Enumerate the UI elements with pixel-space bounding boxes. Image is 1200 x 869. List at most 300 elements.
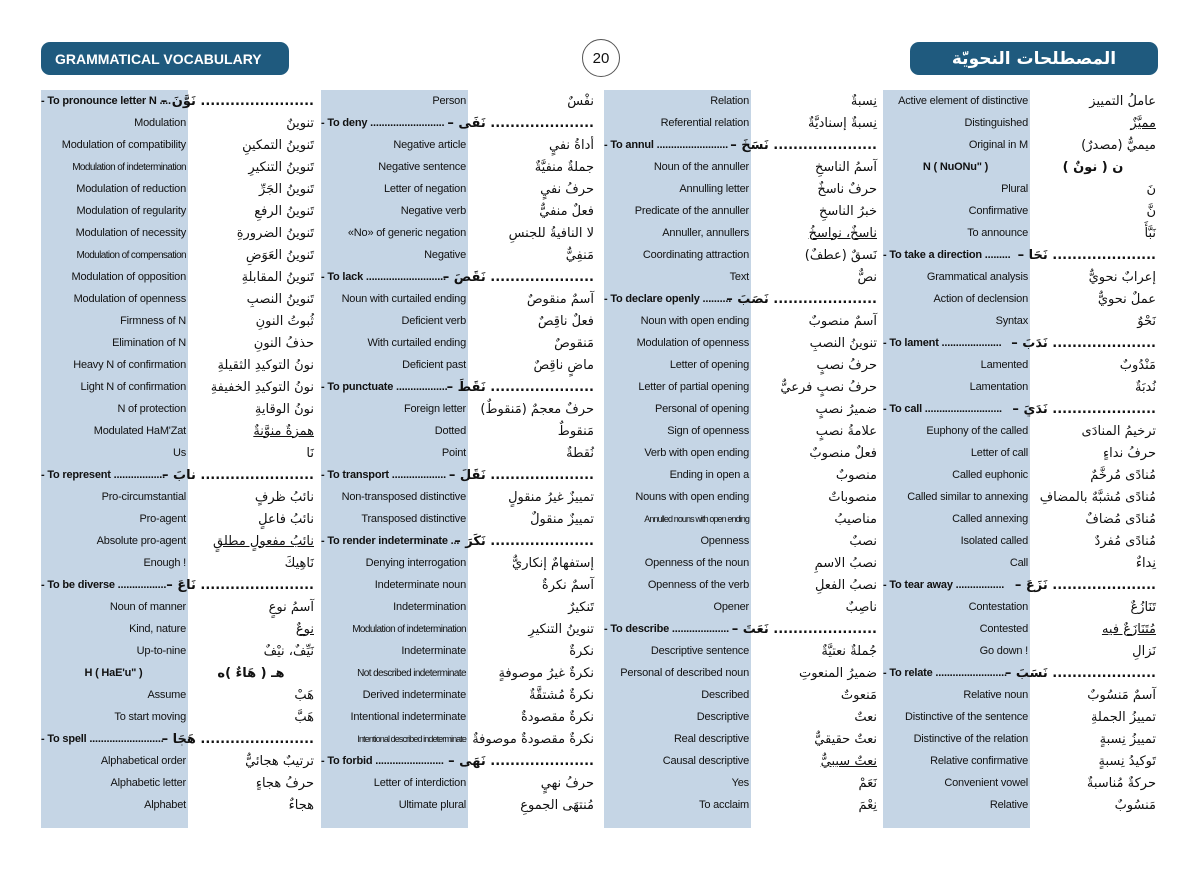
english-term: Letter of interdiction xyxy=(373,777,466,789)
english-term: Indetermination xyxy=(393,601,466,613)
english-term: Modulated HaM'Zat xyxy=(93,425,186,437)
english-term: Referential relation xyxy=(660,117,749,129)
arabic-term: تَنوينُ النصبِ xyxy=(246,291,314,307)
glossary-row xyxy=(883,508,1160,530)
english-term: Modulation of compatibility xyxy=(61,139,186,151)
arabic-term: تَنوينُ الرفعِ xyxy=(254,203,314,219)
english-term: Active element of distinctive xyxy=(898,95,1028,107)
glossary-row xyxy=(883,288,1160,310)
english-term: Light N of confirmation xyxy=(80,381,186,393)
glossary-row xyxy=(883,354,1160,376)
glossary-row xyxy=(604,508,881,530)
english-term: - To declare openly .......... xyxy=(604,293,732,305)
arabic-term: تَنكيرٌ xyxy=(568,599,594,615)
english-term: Action of declension xyxy=(933,293,1028,305)
glossary-heading-row xyxy=(41,662,318,684)
arabic-term: ..................... نَعَتَ – xyxy=(731,621,877,637)
glossary-heading-row xyxy=(604,618,881,640)
glossary-row xyxy=(604,222,881,244)
arabic-term: تمييزٌ منقولٌ xyxy=(530,511,594,527)
arabic-term: نعتٌ xyxy=(854,709,877,725)
english-term: Elimination of N xyxy=(112,337,186,349)
arabic-term: نائبُ فاعلٍ xyxy=(258,511,314,527)
glossary-row xyxy=(604,178,881,200)
glossary-heading-row xyxy=(883,398,1160,420)
english-term: Convenient vowel xyxy=(944,777,1028,789)
english-term: Called euphonic xyxy=(952,469,1028,481)
glossary-row xyxy=(41,508,318,530)
arabic-term: حرفٌ ناسخٌ xyxy=(817,181,877,197)
arabic-term: ..................... نَدَيَ – xyxy=(1012,401,1156,417)
arabic-term: ....................... نَوَّنَ – xyxy=(160,93,314,109)
english-term: Causal descriptive xyxy=(662,755,749,767)
english-term: - To lament ..................... xyxy=(883,337,1002,349)
arabic-term: مميَّزٌ xyxy=(1130,115,1156,131)
arabic-term: إستفهامٌ إنكاريٌّ xyxy=(512,555,594,571)
glossary-row xyxy=(604,266,881,288)
arabic-term: مَنعوتٌ xyxy=(840,687,877,703)
arabic-term: تمييزُ نِسبةٍ xyxy=(1099,731,1156,747)
english-term: Modulation of necessity xyxy=(75,227,186,239)
english-term: Annuller, annullers xyxy=(662,227,749,239)
glossary-row xyxy=(41,310,318,332)
glossary-heading-row xyxy=(41,464,318,486)
arabic-term: ترتيبٌ هجائيٌّ xyxy=(245,753,314,769)
english-term: Deficient past xyxy=(402,359,466,371)
arabic-term: ..................... نَصَبَ – xyxy=(726,291,877,307)
english-term: Up-to-nine xyxy=(136,645,186,657)
glossary-row xyxy=(41,134,318,156)
glossary-row xyxy=(321,222,598,244)
arabic-term: نوعٌ xyxy=(295,621,314,637)
glossary-row xyxy=(604,200,881,222)
glossary-row xyxy=(883,266,1160,288)
arabic-term: تنوينُ النصبِ xyxy=(809,335,877,351)
glossary-heading-row xyxy=(321,112,598,134)
english-term: - To pronounce letter N .... xyxy=(41,95,171,107)
glossary-row xyxy=(321,442,598,464)
glossary-row xyxy=(41,288,318,310)
glossary-row xyxy=(883,420,1160,442)
arabic-term: نكرةٌ مقصودةٌ موصوفةٌ xyxy=(472,731,594,747)
glossary-row xyxy=(604,376,881,398)
arabic-term: نُدبَةٌ xyxy=(1134,379,1156,395)
english-term: N ( NuONu" ) xyxy=(922,161,989,173)
arabic-term: ماضٍ ناقِصٌ xyxy=(533,357,594,373)
arabic-term: نَسقٌ (عطفٌ) xyxy=(804,247,877,263)
arabic-term: ....................... نابَ – xyxy=(162,467,314,483)
glossary-row xyxy=(604,420,881,442)
english-term: Negative sentence xyxy=(378,161,466,173)
glossary-row xyxy=(604,398,881,420)
glossary-row xyxy=(604,772,881,794)
english-term: Relative confirmative xyxy=(930,755,1028,767)
english-term: H ( HaE'u" ) xyxy=(84,667,143,679)
english-term: Modulation of compensation xyxy=(76,249,186,261)
arabic-term: مُنادًى مُشبَّهٌ بالمضافِ xyxy=(1039,489,1156,505)
glossary-row xyxy=(604,90,881,112)
glossary-row xyxy=(883,442,1160,464)
arabic-term: هـ ( هَاءٌ )ه xyxy=(217,665,285,681)
arabic-term: ثُبوتُ النونِ xyxy=(255,313,314,329)
arabic-term: تَنوينُ الجَرِّ xyxy=(258,181,314,197)
glossary-row xyxy=(883,728,1160,750)
glossary-row xyxy=(321,90,598,112)
english-term: Heavy N of confirmation xyxy=(73,359,186,371)
arabic-term: حرفُ نداءٍ xyxy=(1103,445,1156,461)
glossary-row xyxy=(883,112,1160,134)
glossary-row xyxy=(321,310,598,332)
english-term: Yes xyxy=(731,777,749,789)
glossary-heading-row xyxy=(604,134,881,156)
arabic-term: مَنسُوبٌ xyxy=(1114,797,1156,813)
arabic-term: تَنوينُ التمكينِ xyxy=(242,137,314,153)
glossary-row xyxy=(883,90,1160,112)
glossary-column-4 xyxy=(41,90,318,828)
english-term: Indeterminate xyxy=(401,645,466,657)
glossary-row xyxy=(604,706,881,728)
arabic-term: نفْسٌ xyxy=(567,93,594,109)
glossary-row xyxy=(604,552,881,574)
glossary-row xyxy=(41,596,318,618)
english-term: Relation xyxy=(710,95,749,107)
glossary-row xyxy=(321,772,598,794)
glossary-heading-row xyxy=(604,288,881,310)
arabic-term: نَّ xyxy=(1146,203,1156,219)
english-term: To start moving xyxy=(114,711,186,723)
english-term: Text xyxy=(729,271,749,283)
english-term: Annulled nouns with open ending xyxy=(644,514,749,524)
section-title-english xyxy=(41,42,289,75)
arabic-term: مَنقوصٌ xyxy=(554,335,594,351)
arabic-term: نونُ التوكيدِ الخفيفةِ xyxy=(210,379,314,395)
english-term: Modulation of openness xyxy=(73,293,186,305)
english-term: Descriptive xyxy=(696,711,749,723)
english-term: Letter of opening xyxy=(669,359,749,371)
glossary-row xyxy=(321,662,598,684)
glossary-row xyxy=(321,134,598,156)
arabic-term: نِسبةٌ إسناديَّةٌ xyxy=(807,115,877,131)
glossary-row xyxy=(41,200,318,222)
english-term: Modulation of indetermination xyxy=(352,623,466,635)
glossary-row xyxy=(41,266,318,288)
arabic-term: آسمُ نوعٍ xyxy=(268,599,314,615)
english-term: Called similar to annexing xyxy=(907,491,1028,503)
english-term: Personal of described noun xyxy=(620,667,749,679)
english-term: Called annexing xyxy=(952,513,1028,525)
english-term: Call xyxy=(1009,557,1028,569)
glossary-row xyxy=(41,354,318,376)
arabic-term: مُنادًى مُضافٌ xyxy=(1085,511,1156,527)
arabic-term: ..................... نَسَبَ – xyxy=(1004,665,1156,681)
glossary-heading-row xyxy=(321,266,598,288)
arabic-term: حركةٌ مُناسبةٌ xyxy=(1086,775,1156,791)
glossary-row xyxy=(883,200,1160,222)
arabic-term: ..................... نَحَا – xyxy=(1017,247,1156,263)
arabic-term: نائبُ مفعولٍ مطلقٍ xyxy=(213,533,314,549)
arabic-term: ....................... هَجَا – xyxy=(161,731,314,747)
arabic-term: نِعْمَ xyxy=(858,797,877,813)
english-term: Pro-circumstantial xyxy=(101,491,186,503)
arabic-term: حذفُ النونِ xyxy=(253,335,314,351)
english-term: Coordinating attraction xyxy=(642,249,749,261)
english-term: To acclaim xyxy=(699,799,749,811)
arabic-term: تمييزُ الجملةِ xyxy=(1090,709,1156,725)
english-term: «No» of generic negation xyxy=(347,227,466,239)
english-term: Distinctive of the sentence xyxy=(904,711,1028,723)
glossary-row xyxy=(883,530,1160,552)
arabic-term: ....................... نَاعَ – xyxy=(166,577,314,593)
glossary-row xyxy=(604,442,881,464)
glossary-row xyxy=(604,728,881,750)
english-term: - To annul ......................... xyxy=(604,139,728,151)
glossary-heading-row xyxy=(883,574,1160,596)
arabic-term: نِداءٌ xyxy=(1135,555,1156,571)
english-term: Modulation of regularity xyxy=(76,205,186,217)
glossary-row xyxy=(883,222,1160,244)
glossary-heading-row xyxy=(321,464,598,486)
english-term: Dotted xyxy=(434,425,466,437)
glossary-heading-row xyxy=(321,376,598,398)
arabic-term: تَنوينُ التنكيرِ xyxy=(248,159,314,175)
arabic-term: حرفُ هجاءٍ xyxy=(255,775,314,791)
glossary-row xyxy=(321,728,598,750)
english-term: Assume xyxy=(147,689,186,701)
glossary-column-3 xyxy=(321,90,598,828)
english-term: - To deny .......................... xyxy=(321,117,445,129)
arabic-term: ميميٌّ (مصدرٌ) xyxy=(1081,137,1156,153)
glossary-column-1 xyxy=(883,90,1160,828)
glossary-row xyxy=(883,178,1160,200)
arabic-term: نكرةٌ مقصودةٌ xyxy=(520,709,594,725)
english-term: Negative xyxy=(424,249,466,261)
glossary-heading-row xyxy=(883,156,1160,178)
arabic-term: إعرابٌ نحويٌّ xyxy=(1088,269,1156,285)
glossary-row xyxy=(41,420,318,442)
arabic-term: مُتَنَازَعٌ فيه xyxy=(1101,621,1156,637)
glossary-row xyxy=(41,486,318,508)
english-term: Ultimate plural xyxy=(398,799,466,811)
english-term: - To be diverse ................. xyxy=(41,579,167,591)
arabic-term: هَبَّ xyxy=(294,709,314,725)
arabic-term: ..................... نَقَلَ – xyxy=(448,467,594,483)
arabic-term: ..................... نَدَبَ – xyxy=(1011,335,1156,351)
arabic-term: أداةُ نفيٍ xyxy=(549,137,594,153)
english-term: N of protection xyxy=(117,403,186,415)
arabic-term: نَيِّفٌ، نيْفٌ xyxy=(263,643,314,659)
english-term: - To take a direction ......... xyxy=(883,249,1011,261)
english-term: Contested xyxy=(979,623,1028,635)
glossary-row xyxy=(321,508,598,530)
arabic-term: فعلٌ منفيٌّ xyxy=(539,203,594,219)
arabic-term: تَنوينُ المقابلةِ xyxy=(241,269,314,285)
english-term: To announce xyxy=(967,227,1028,239)
english-term: - To transport ................... xyxy=(321,469,447,481)
arabic-term: نَبَّأَ xyxy=(1144,225,1156,241)
arabic-term: نصٌّ xyxy=(857,269,877,285)
arabic-term: نصبٌ xyxy=(849,533,877,549)
arabic-term: نونُ الوقايةِ xyxy=(254,401,314,417)
english-term: Modulation of openness xyxy=(636,337,749,349)
english-term: Personal of opening xyxy=(654,403,749,415)
english-term: Original in M xyxy=(968,139,1028,151)
english-term: Transposed distinctive xyxy=(361,513,466,525)
glossary-row xyxy=(41,398,318,420)
glossary-row xyxy=(321,618,598,640)
glossary-row xyxy=(41,772,318,794)
english-term: Plural xyxy=(1001,183,1028,195)
glossary-row xyxy=(321,706,598,728)
english-term: Negative article xyxy=(393,139,466,151)
glossary-row xyxy=(604,750,881,772)
glossary-row xyxy=(604,530,881,552)
arabic-term: نَزالِ xyxy=(1132,643,1156,659)
english-term: Denying interrogation xyxy=(365,557,466,569)
glossary-row xyxy=(883,640,1160,662)
arabic-term: نِسبةٌ xyxy=(850,93,877,109)
arabic-term: مُنادًى مُفردٌ xyxy=(1094,533,1156,549)
arabic-term: مُنادًى مُرخَّمٌ xyxy=(1090,467,1156,483)
section-title-english-text: GRAMMATICAL VOCABULARY xyxy=(55,50,262,67)
english-term: Relative xyxy=(989,799,1028,811)
arabic-term: جُملةٌ نعتيَّةٌ xyxy=(821,643,877,659)
english-term: Noun with open ending xyxy=(640,315,749,327)
english-term: Opener xyxy=(713,601,749,613)
english-term: Modulation of reduction xyxy=(76,183,186,195)
glossary-row xyxy=(883,310,1160,332)
section-title-arabic xyxy=(910,42,1158,75)
glossary-row xyxy=(41,706,318,728)
english-term: Alphabet xyxy=(144,799,186,811)
glossary-row xyxy=(883,134,1160,156)
english-term: Openness xyxy=(700,535,749,547)
english-term: Predicate of the annuller xyxy=(634,205,749,217)
english-term: Non-transposed distinctive xyxy=(341,491,466,503)
english-term: - To spell .......................... xyxy=(41,733,164,745)
arabic-term: حرفٌ معجمٌ (مَنقوطٌ) xyxy=(480,401,594,417)
english-term: Grammatical analysis xyxy=(926,271,1028,283)
arabic-term: حرفُ نهيٍ xyxy=(540,775,594,791)
arabic-term: نعتٌ حقيقيٌّ xyxy=(814,731,877,747)
glossary-row xyxy=(321,596,598,618)
glossary-row xyxy=(604,640,881,662)
arabic-term: تَنَازُعٌ xyxy=(1130,599,1156,615)
glossary-row xyxy=(41,618,318,640)
english-term: Alphabetical order xyxy=(100,755,186,767)
arabic-term: ترخيمُ المنادَى xyxy=(1081,423,1156,439)
glossary-row xyxy=(883,794,1160,816)
arabic-term: نصبُ الاسمِ xyxy=(814,555,877,571)
english-term: Distinctive of the relation xyxy=(913,733,1028,745)
english-term: Pro-agent xyxy=(139,513,186,525)
glossary-row xyxy=(321,552,598,574)
english-term: Point xyxy=(441,447,466,459)
english-term: Letter of call xyxy=(970,447,1028,459)
english-term: Kind, nature xyxy=(129,623,186,635)
english-term: - To relate ......................... xyxy=(883,667,1007,679)
arabic-term: ..................... نَكَرَ – xyxy=(454,533,594,549)
english-term: Modulation of indetermination xyxy=(72,161,186,173)
glossary-column-2 xyxy=(604,90,881,828)
page-number: 20 xyxy=(582,39,620,77)
english-term: Noun of manner xyxy=(109,601,186,613)
arabic-term: نَحْوٌ xyxy=(1137,313,1156,329)
arabic-term: نصبُ الفعلِ xyxy=(814,577,877,593)
arabic-term: نُقطةٌ xyxy=(566,445,594,461)
english-term: - To lack ............................ xyxy=(321,271,446,283)
glossary-row xyxy=(604,486,881,508)
glossary-row xyxy=(321,794,598,816)
arabic-term: همزةٌ منوَّنةٌ xyxy=(253,423,314,439)
arabic-term: خبرُ الناسخِ xyxy=(818,203,877,219)
english-term: Foreign letter xyxy=(403,403,466,415)
english-term: Firmness of N xyxy=(120,315,186,327)
english-term: Us xyxy=(172,447,186,459)
english-term: Confirmative xyxy=(968,205,1028,217)
english-term: Derived indeterminate xyxy=(362,689,466,701)
english-term: Absolute pro-agent xyxy=(96,535,186,547)
arabic-term: ناسخٌ، نواسخُ xyxy=(808,225,877,241)
arabic-term: تمييزٌ غيرُ منقولٍ xyxy=(508,489,594,505)
glossary-row xyxy=(321,244,598,266)
english-term: Lamented xyxy=(980,359,1028,371)
arabic-term: نونُ التوكيدِ الثقيلةِ xyxy=(217,357,314,373)
english-term: Relative noun xyxy=(963,689,1028,701)
glossary-row xyxy=(41,178,318,200)
arabic-term: تنوينٌ xyxy=(286,115,314,131)
arabic-term: آسمٌ منصوبٌ xyxy=(808,313,877,329)
glossary-row xyxy=(41,552,318,574)
arabic-term: آسمٌ منقوصٌ xyxy=(526,291,594,307)
arabic-term: هجاءٌ xyxy=(288,797,314,813)
english-term: Openness of the verb xyxy=(647,579,749,591)
glossary-row xyxy=(41,112,318,134)
english-term: Alphabetic letter xyxy=(110,777,186,789)
glossary-row xyxy=(41,222,318,244)
glossary-row xyxy=(41,376,318,398)
glossary-row xyxy=(604,464,881,486)
english-term: Euphony of the called xyxy=(926,425,1028,437)
arabic-term: حرفُ نصبٍ xyxy=(816,357,877,373)
arabic-term: ..................... نَقَطَ – xyxy=(446,379,594,395)
arabic-term: ناصِبٌ xyxy=(845,599,877,615)
arabic-term: مَنقوطٌ xyxy=(557,423,594,439)
english-term: Noun of the annuller xyxy=(653,161,749,173)
arabic-term: منصوبٌ xyxy=(835,467,877,483)
arabic-term: تَوكيدُ نِسبةٍ xyxy=(1098,753,1156,769)
english-term: Person xyxy=(432,95,466,107)
arabic-term: ضميرُ نصبٍ xyxy=(815,401,877,417)
english-term: - To tear away ................. xyxy=(883,579,1005,591)
english-term: Ending in open a xyxy=(669,469,749,481)
english-term: Descriptive sentence xyxy=(650,645,749,657)
english-term: Described xyxy=(701,689,749,701)
glossary-row xyxy=(321,640,598,662)
arabic-term: نَا xyxy=(306,445,314,461)
arabic-term: مُنتهَى الجموعِ xyxy=(520,797,594,813)
arabic-term: فعلٌ ناقِصٌ xyxy=(537,313,594,329)
glossary-row xyxy=(604,684,881,706)
glossary-row xyxy=(883,706,1160,728)
glossary-row xyxy=(321,398,598,420)
arabic-term: نَ xyxy=(1146,181,1156,197)
arabic-term: منصوباتٌ xyxy=(828,489,877,505)
english-term: Go down ! xyxy=(979,645,1028,657)
glossary-row xyxy=(321,684,598,706)
arabic-term: تنوينُ التنكيرِ xyxy=(528,621,594,637)
english-term: - To forbid ........................ xyxy=(321,755,444,767)
glossary-heading-row xyxy=(41,728,318,750)
